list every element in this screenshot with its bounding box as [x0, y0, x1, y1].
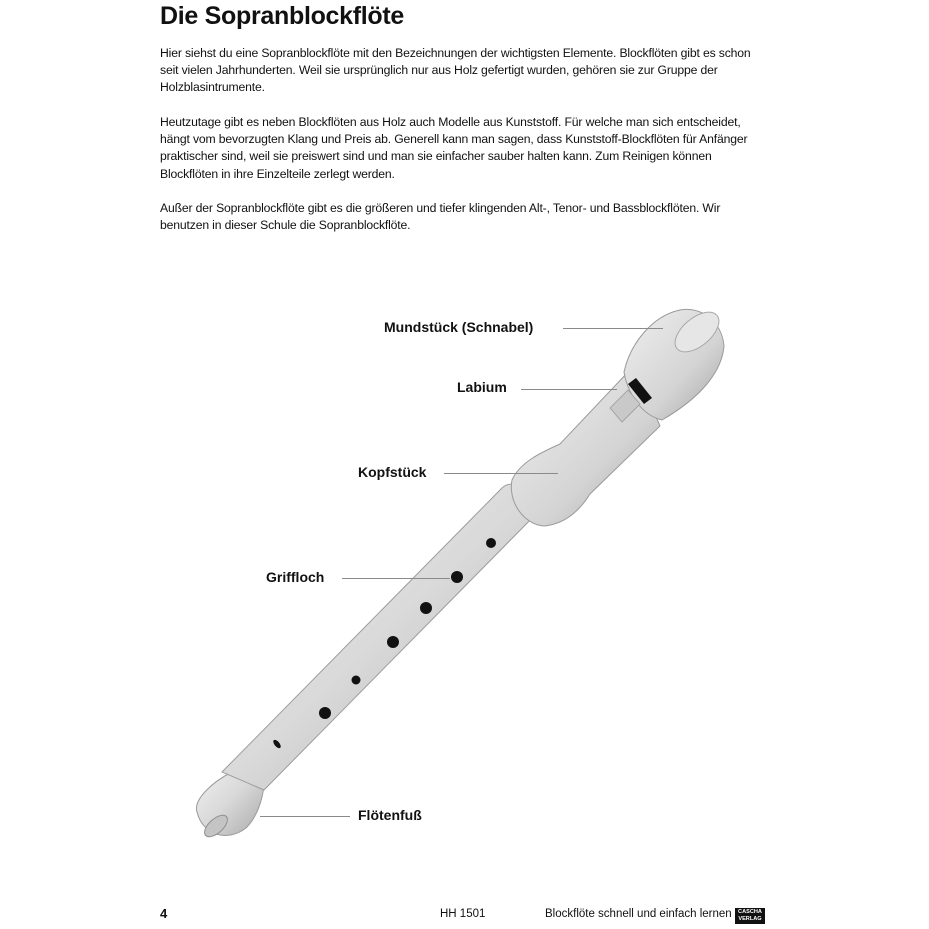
- finger-hole: [352, 676, 361, 685]
- leader-line-labium: [521, 389, 617, 390]
- label-griffloch: Griffloch: [266, 569, 325, 585]
- label-labium: Labium: [457, 379, 507, 395]
- publisher-logo-line1: CASCHA: [738, 909, 762, 915]
- publisher-logo: [735, 908, 765, 924]
- book-code: HH 1501: [440, 908, 486, 920]
- finger-hole: [451, 571, 463, 583]
- label-kopfstueck: Kopfstück: [358, 464, 427, 480]
- material-paragraph: Heutzutage gibt es neben Blockflöten aus Holz auch Modelle aus Kunststoff. Für welche man sich entscheidet, hängt vom bevorzugten Klang und Preis ab. Generell kann man sagen, dass Kunststoff-Blockflöten für Anfänger praktischer sind, weil sie preiswert sind und man sie einfacher sauber halten kann. Zum Reinigen können Blockflöten in ihre Einzelteile zerlegt werden.: [160, 115, 748, 181]
- finger-hole: [486, 538, 496, 548]
- label-mundstueck: Mundstück (Schnabel): [384, 319, 534, 335]
- finger-hole: [319, 707, 331, 719]
- book-title: Blockflöte schnell und einfach lernen: [545, 908, 732, 920]
- intro-paragraph: Hier siehst du eine Sopranblockflöte mit den Bezeichnungen der wichtigsten Elemente. Blockflöten gibt es schon seit vielen Jahrhunderten. Weil sie ursprünglich nur aus Holz gefertigt wurden, gehören sie zur Gruppe der Holzblasintrumente.: [160, 46, 751, 95]
- family-paragraph: Außer der Sopranblockflöte gibt es die größeren und tiefer klingenden Alt-, Tenor- und Bassblockflöten. Wir benutzen in dieser Schule die Sopranblockflöte.: [160, 201, 721, 233]
- leader-line-mundstueck: [563, 328, 663, 329]
- leader-line-floetenfuss: [260, 816, 350, 817]
- finger-hole: [420, 602, 432, 614]
- leader-line-griffloch: [342, 578, 450, 579]
- finger-hole: [387, 636, 399, 648]
- page-title: Die Sopranblockflöte: [160, 2, 405, 30]
- publisher-logo-line2: VERLAG: [738, 916, 762, 922]
- leader-line-kopfstueck: [444, 473, 558, 474]
- page-number: 4: [160, 906, 168, 921]
- flute-body: [222, 484, 544, 790]
- label-floetenfuss: Flötenfuß: [358, 807, 422, 823]
